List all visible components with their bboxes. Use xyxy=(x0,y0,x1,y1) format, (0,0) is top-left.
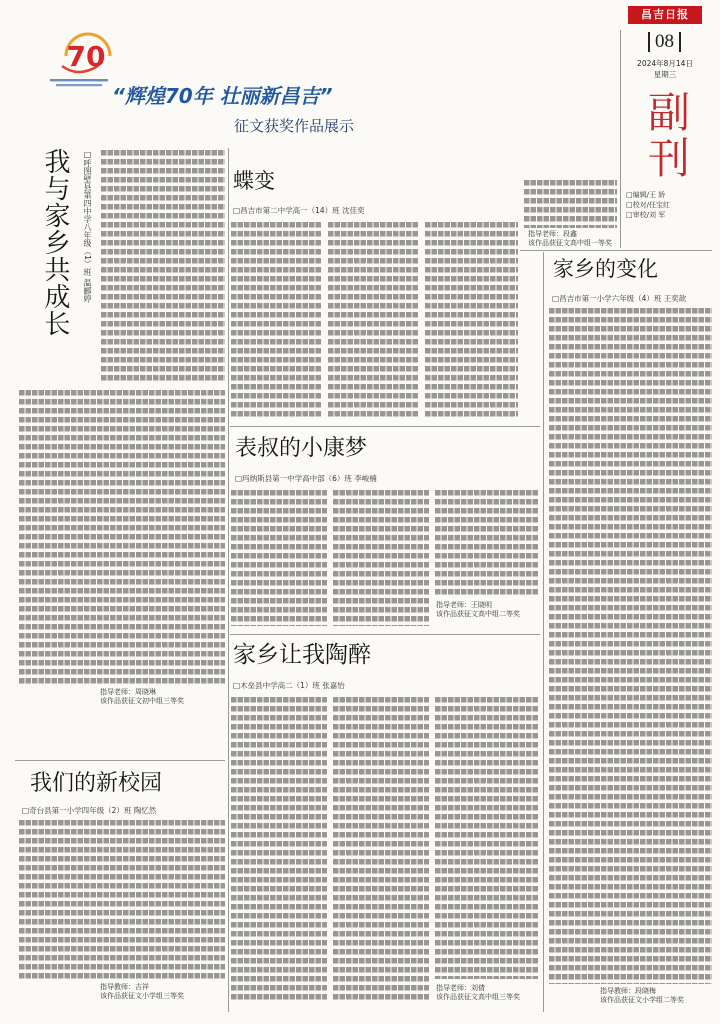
issue-weekday: 星期三 xyxy=(653,70,677,79)
article-body xyxy=(332,490,429,626)
article-teacher: 指导教师：段晓梅 xyxy=(600,987,656,995)
article-title: 我们的新校园 xyxy=(30,771,163,796)
article-body xyxy=(18,390,225,685)
article-teacher: 指导老师：刘倩 xyxy=(436,984,485,992)
issue-date: 2024年8月14日 xyxy=(637,59,693,68)
banner-subtitle: 征文获奖作品展示 xyxy=(234,117,355,135)
article-byline: □木垒县中学高二（1）班 张嘉怡 xyxy=(233,681,345,690)
article-award: 该作品获征文高中组一等奖 xyxy=(528,239,612,247)
logo-caption-line xyxy=(50,79,108,81)
column-divider xyxy=(620,30,621,248)
article-body xyxy=(327,222,419,418)
section-divider xyxy=(15,760,225,761)
section-title: 副刊 xyxy=(642,90,691,182)
article-teacher: 指导老师：王晓明 xyxy=(436,601,492,609)
section-divider xyxy=(520,250,712,251)
article-body xyxy=(100,150,225,384)
logo-number: 70 xyxy=(66,40,106,73)
article-teacher: 指导老师：段鑫 xyxy=(528,230,577,238)
staff-reviewer: □审校/刘 军 xyxy=(626,211,666,219)
article-title: 家乡的变化 xyxy=(553,257,658,281)
article-award: 该作品获征文高中组二等奖 xyxy=(436,610,520,618)
logo-caption-line xyxy=(56,84,102,86)
staff-editor: □编辑/王 娇 xyxy=(626,191,666,199)
staff-proofreader: □校对/任宝红 xyxy=(626,201,670,209)
editorial-staff xyxy=(626,190,716,220)
newspaper-logo: 昌吉日报 xyxy=(628,6,702,24)
section-divider xyxy=(230,426,540,427)
article-body xyxy=(434,490,538,596)
article-title: 家乡让我陶醉 xyxy=(233,642,371,668)
article-teacher: 指导老师：周晓琳 xyxy=(100,688,156,696)
article-award: 该作品获征文初中组三等奖 xyxy=(100,697,184,705)
article-body xyxy=(548,308,712,984)
article-teacher: 指导教师：吉祥 xyxy=(100,983,149,991)
column-divider xyxy=(543,252,544,1012)
article-byline: □昌吉市第一小学六年级（4）班 王奕歆 xyxy=(552,294,687,303)
article-award: 该作品获征文高中组三等奖 xyxy=(436,993,520,1001)
banner-title: “辉煌70年 壮丽新昌吉” xyxy=(112,84,333,108)
article-byline: □玛纳斯县第一中学高中部（6）班 李峻楠 xyxy=(235,474,377,483)
article-title: 我与家乡共成长 xyxy=(40,148,70,337)
article-title: 表叔的小康梦 xyxy=(235,436,368,461)
article-byline: □呼图壁县第四中学八年级（1）班 温郦婷 xyxy=(83,150,92,303)
article-body xyxy=(523,180,617,228)
page-number: 08 xyxy=(648,32,681,52)
article-award: 该作品获征文小学组三等奖 xyxy=(100,992,184,1000)
article-body xyxy=(434,697,538,979)
article-body xyxy=(18,820,225,980)
column-divider xyxy=(228,148,229,1012)
article-body xyxy=(332,697,429,1002)
section-divider xyxy=(230,634,540,635)
article-title: 蝶变 xyxy=(233,169,275,193)
article-body xyxy=(230,490,327,626)
article-byline: □奇台县第一小学四年级（2）班 陶忆然 xyxy=(22,806,157,815)
article-body xyxy=(230,697,327,1002)
anniversary-logo xyxy=(36,26,120,92)
article-body xyxy=(424,222,518,418)
article-body xyxy=(230,222,322,418)
article-byline: □昌吉市第二中学高一（14）班 沈佳奕 xyxy=(233,206,365,215)
article-award: 该作品获征文小学组二等奖 xyxy=(600,996,684,1004)
